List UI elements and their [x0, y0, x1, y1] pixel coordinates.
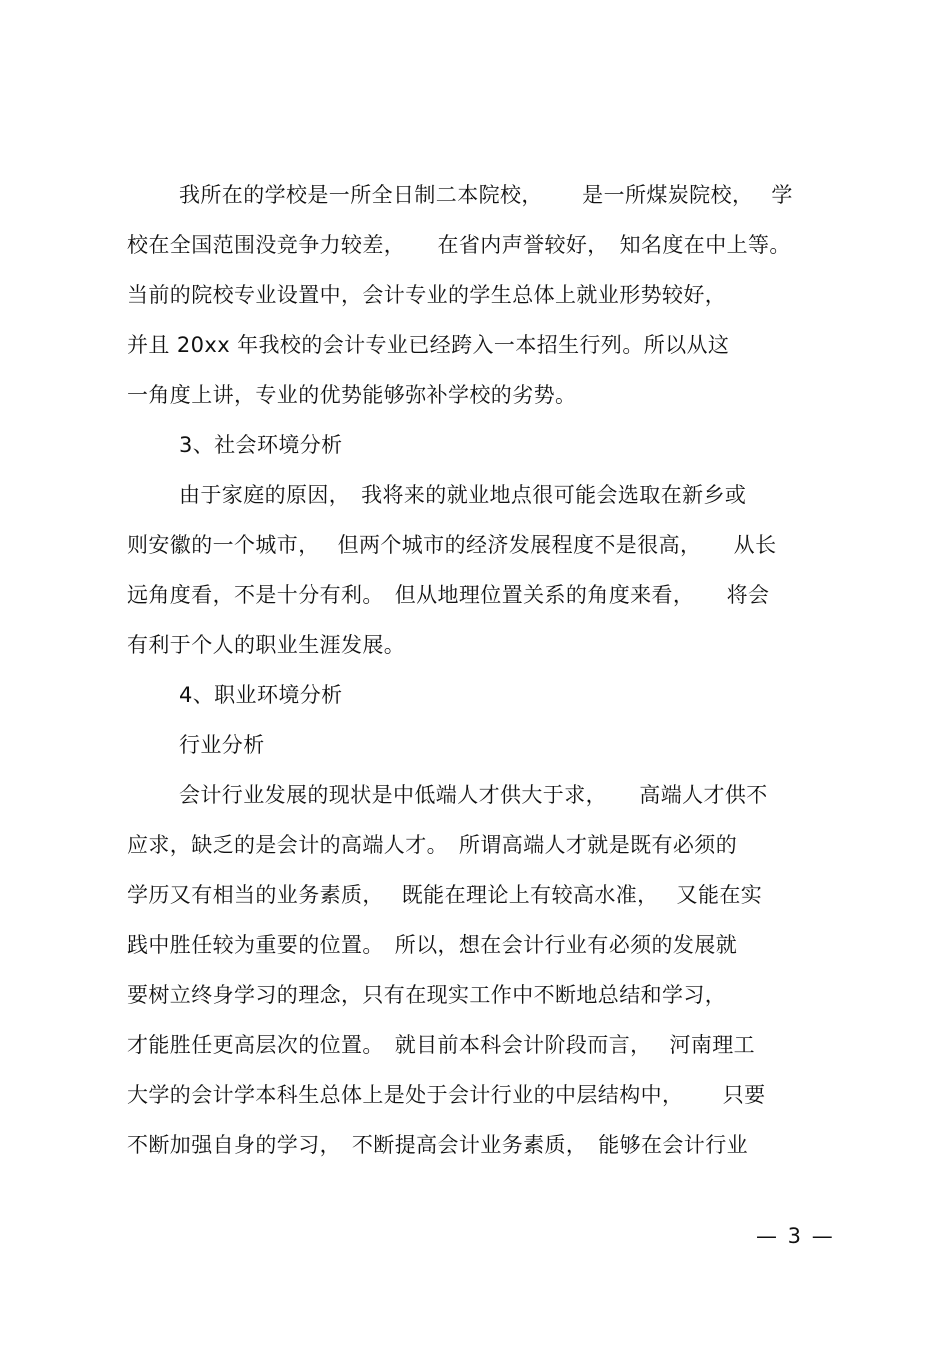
paragraph-line: 才能胜任更高层次的位置。 就目前本科会计阶段而言， 河南理工: [127, 1033, 756, 1057]
page-number: — 3 —: [756, 1224, 835, 1248]
paragraph-line: 远角度看，不是十分有利。 但从地理位置关系的角度来看， 将会: [127, 583, 770, 607]
paragraph-line: 有利于个人的职业生涯发展。: [127, 633, 406, 657]
subsection-heading: 行业分析: [179, 733, 265, 757]
paragraph-line: 会计行业发展的现状是中低端人才供大于求， 高端人才供不: [179, 783, 768, 807]
paragraph-line: 校在全国范围没竞争力较差， 在省内声誉较好， 知名度在中上等。: [127, 233, 791, 257]
section-heading: 4、职业环境分析: [179, 683, 343, 707]
paragraph-line: 不断加强自身的学习， 不断提高会计业务素质， 能够在会计行业: [127, 1133, 748, 1157]
paragraph-line: 践中胜任较为重要的位置。 所以，想在会计行业有必须的发展就: [127, 933, 738, 957]
paragraph-line: 并且 20xx 年我校的会计专业已经跨入一本招生行列。所以从这: [127, 333, 730, 357]
paragraph-line: 则安徽的一个城市， 但两个城市的经济发展程度不是很高， 从长: [127, 533, 777, 557]
paragraph-line: 当前的院校专业设置中，会计专业的学生总体上就业形势较好，: [127, 283, 727, 307]
paragraph-line: 要树立终身学习的理念，只有在现实工作中不断地总结和学习，: [127, 983, 727, 1007]
paragraph-line: 学历又有相当的业务素质， 既能在理论上有较高水准， 又能在实: [127, 883, 763, 907]
paragraph-line: 应求，缺乏的是会计的高端人才。 所谓高端人才就是既有必须的: [127, 833, 738, 857]
paragraph-line: 由于家庭的原因， 我将来的就业地点很可能会选取在新乡或: [179, 483, 747, 507]
paragraph-line: 大学的会计学本科生总体上是处于会计行业的中层结构中， 只要: [127, 1083, 766, 1107]
paragraph-line: 我所在的学校是一所全日制二本院校， 是一所煤炭院校， 学: [179, 183, 793, 207]
section-heading: 3、社会环境分析: [179, 433, 343, 457]
paragraph-line: 一角度上讲，专业的优势能够弥补学校的劣势。: [127, 383, 577, 407]
